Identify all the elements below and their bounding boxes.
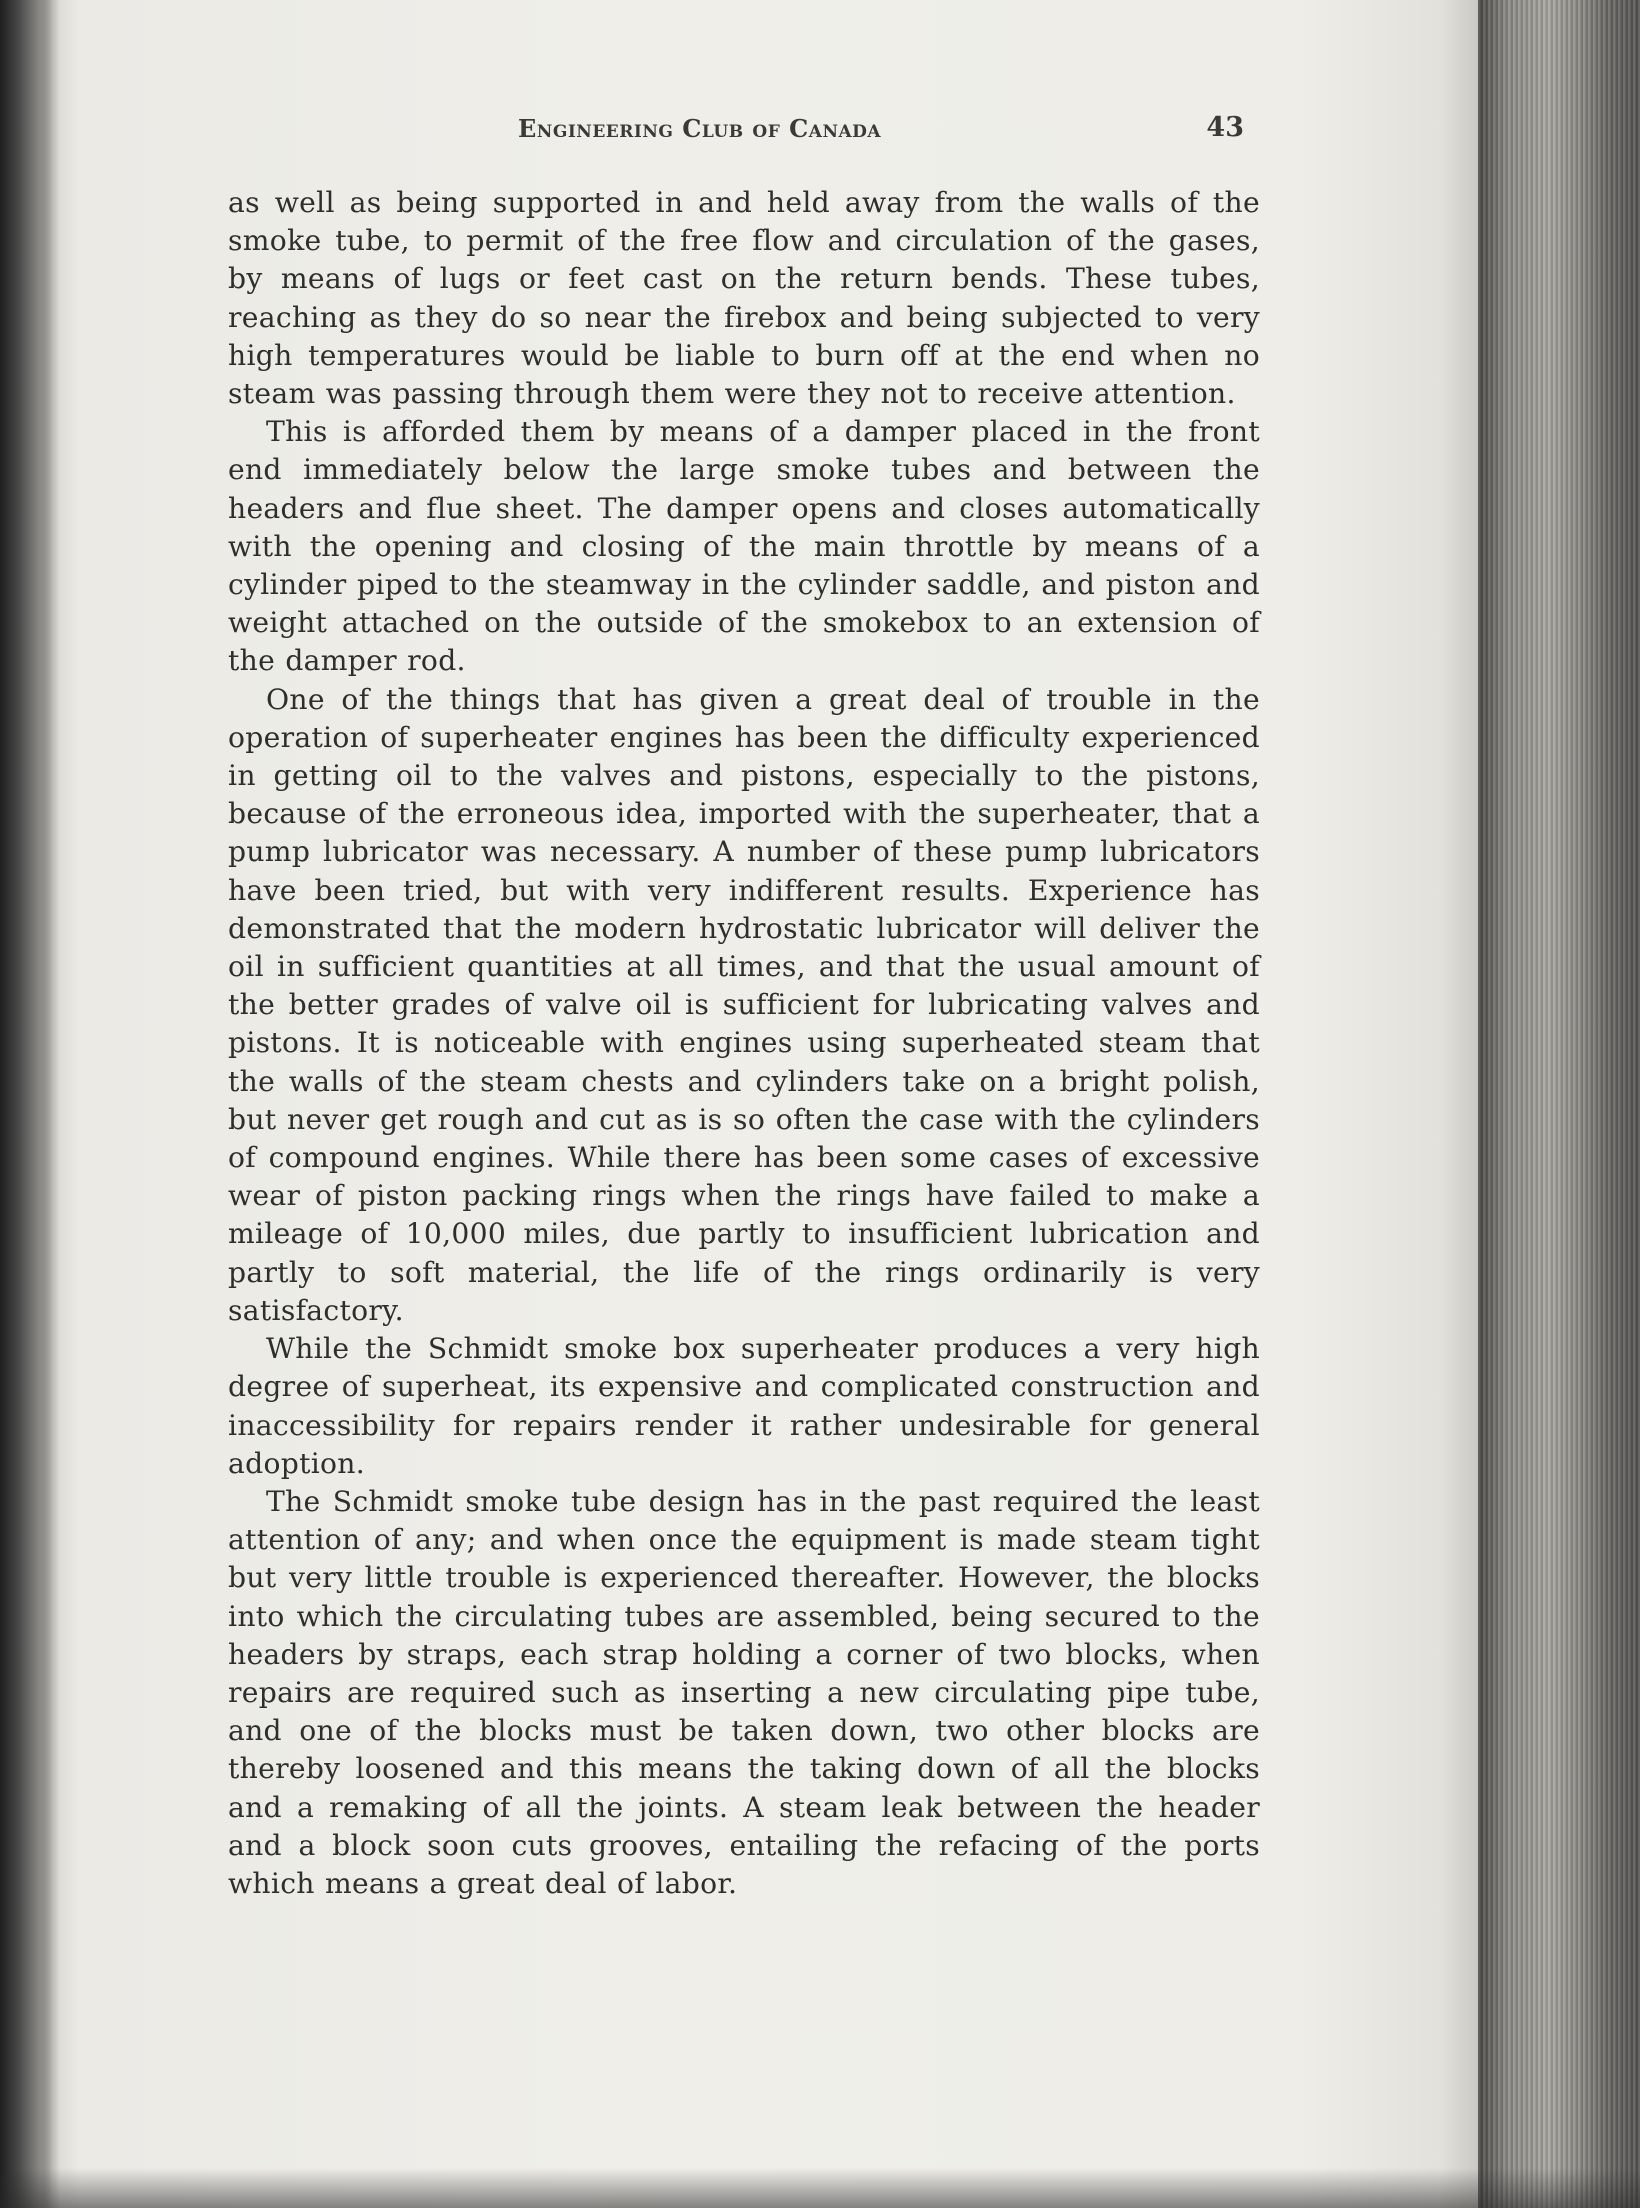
paragraph-lubrication: One of the things that has given a great deal of trouble in the operation of superheater engines has been the difficulty experienced in getting oil to the valves and pistons, especially to the pistons, because of the erroneous idea, imported with the superheater, that a pump lubricator was necessary. A number of these pump lubricators have been tried, but with very indifferent results. Experience has demonstrated that the modern hydrostatic lubricator will deliver the oil in sufficient quantities at all times, and that the usual amount of the better grades of valve oil is sufficient for lubricating valves and pistons. It is noticeable with engines using superheated steam that the walls of the steam chests and cylinders take on a bright polish, but never get rough and cut as is so often the case with the cylinders of compound engines. While there has been some cases of excessive wear of piston packing rings when the rings have failed to make a mileage of 10,000 miles, due partly to insufficient lubrication and partly to soft material, the life of the rings ordinarily is very satisfactory. bbox=[228, 682, 1260, 1327]
paragraph-smoke-box-superheater: While the Schmidt smoke box superheater produces a very high degree of superheat, its expensive and complicated construction and inaccessibility for repairs render it rather undesirable for general adoption. bbox=[228, 1332, 1260, 1480]
page-number: 43 bbox=[1206, 112, 1244, 143]
paragraph-damper: This is afforded them by means of a damper placed in the front end immediately below the large smoke tubes and between the headers and flue sheet. The damper opens and closes automatically with the opening and closing of the main throttle by means of a cylinder piped to the steamway in the cylinder saddle, and piston and weight attached on the outside of the smokebox to an extension of the damper rod. bbox=[228, 415, 1260, 678]
book-page-edges bbox=[1478, 0, 1640, 2208]
body-text bbox=[228, 184, 1260, 1903]
paragraph-continued: as well as being supported in and held away from the walls of the smoke tube, to permit of the free flow and circulation of the gases, by means of lugs or feet cast on the return bends. These tubes, reaching as they do so near the firebox and being subjected to very high temperatures would be liable to burn off at the end when no steam was passing through them were they not to receive attention. bbox=[228, 186, 1260, 411]
left-page-gutter bbox=[0, 0, 60, 2208]
bottom-shadow bbox=[0, 2168, 1640, 2208]
book-page bbox=[228, 110, 1260, 1903]
running-title: Engineering Club of Canada bbox=[518, 114, 882, 143]
paragraph-smoke-tube-design: The Schmidt smoke tube design has in the past required the least attention of any; and when once the equipment is made steam tight but very little trouble is experienced thereafter. However, the blocks into which the circulating tubes are assembled, being secured to the headers by straps, each strap holding a corner of two blocks, when repairs are required such as inserting a new circulating pipe tube, and one of the blocks must be taken down, two other blocks are thereby loosened and this means the taking down of all the blocks and a remaking of all the joints. A steam leak between the header and a block soon cuts grooves, entailing the refacing of the ports which means a great deal of labor. bbox=[228, 1484, 1260, 1900]
page-header bbox=[228, 110, 1260, 154]
